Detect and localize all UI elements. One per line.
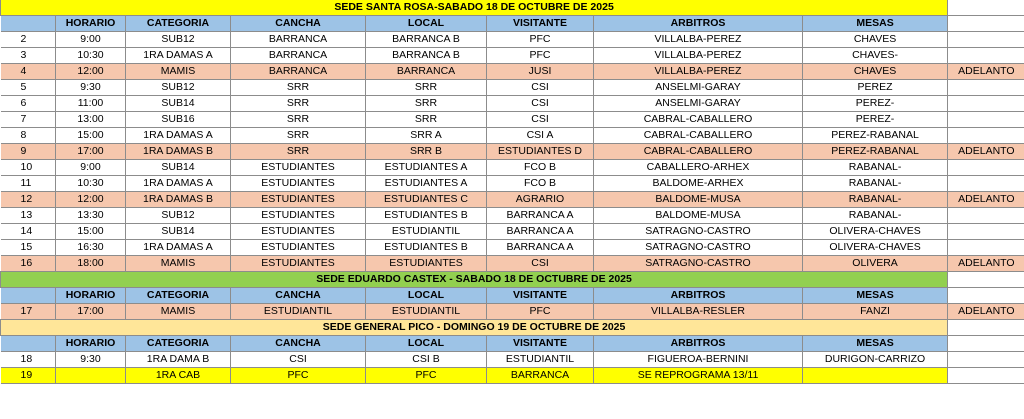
cell-horario[interactable]: 9:30 <box>56 80 126 96</box>
cell-arbitros[interactable]: CABRAL-CABALLERO <box>594 112 803 128</box>
row-number[interactable]: 13 <box>1 208 56 224</box>
header-visitante[interactable]: VISITANTE <box>487 336 594 352</box>
section-banner <box>1 320 1024 336</box>
header-mesas[interactable]: MESAS <box>803 16 948 32</box>
cell-categoria[interactable]: SUB14 <box>126 160 231 176</box>
cell-visitante[interactable]: CSI <box>487 80 594 96</box>
cell-mesas[interactable]: CHAVES <box>803 64 948 80</box>
table-row <box>1 144 1024 160</box>
empty-cell[interactable] <box>948 288 1024 304</box>
header-number-cell[interactable] <box>1 16 56 32</box>
cell-cancha[interactable]: SRR <box>231 128 366 144</box>
header-horario[interactable]: HORARIO <box>56 288 126 304</box>
cell-categoria[interactable]: 1RA DAMAS A <box>126 48 231 64</box>
header-visitante[interactable]: VISITANTE <box>487 16 594 32</box>
empty-cell[interactable] <box>948 16 1024 32</box>
cell-arbitros[interactable]: CABRAL-CABALLERO <box>594 128 803 144</box>
cell-visitante[interactable]: ESTUDIANTIL <box>487 352 594 368</box>
row-number[interactable]: 10 <box>1 160 56 176</box>
cell-cancha[interactable]: ESTUDIANTES <box>231 176 366 192</box>
row-number[interactable]: 16 <box>1 256 56 272</box>
cell-mesas[interactable]: CHAVES- <box>803 48 948 64</box>
cell-visitante[interactable]: CSI A <box>487 128 594 144</box>
cell-local[interactable]: BARRANCA B <box>366 32 487 48</box>
cell-arbitros[interactable]: SE REPROGRAMA 13/11 <box>594 368 803 384</box>
cell-mesas[interactable]: RABANAL- <box>803 192 948 208</box>
cell-visitante[interactable]: CSI <box>487 112 594 128</box>
header-mesas[interactable]: MESAS <box>803 336 948 352</box>
cell-visitante[interactable]: BARRANCA A <box>487 224 594 240</box>
cell-horario[interactable]: 9:30 <box>56 352 126 368</box>
header-visitante[interactable]: VISITANTE <box>487 288 594 304</box>
cell-extra[interactable] <box>948 208 1024 224</box>
cell-mesas[interactable]: RABANAL- <box>803 208 948 224</box>
table-row <box>1 96 1024 112</box>
header-number-cell[interactable] <box>1 288 56 304</box>
cell-categoria[interactable]: 1RA DAMAS A <box>126 128 231 144</box>
cell-horario[interactable]: 11:00 <box>56 96 126 112</box>
cell-cancha[interactable]: BARRANCA <box>231 32 366 48</box>
cell-cancha[interactable]: ESTUDIANTES <box>231 224 366 240</box>
cell-extra[interactable] <box>948 112 1024 128</box>
cell-local[interactable]: SRR B <box>366 144 487 160</box>
cell-visitante[interactable]: AGRARIO <box>487 192 594 208</box>
cell-arbitros[interactable]: FIGUEROA-BERNINI <box>594 352 803 368</box>
cell-mesas[interactable] <box>803 368 948 384</box>
table-row <box>1 224 1024 240</box>
cell-arbitros[interactable]: SATRAGNO-CASTRO <box>594 224 803 240</box>
cell-cancha[interactable]: ESTUDIANTIL <box>231 304 366 320</box>
row-number[interactable]: 4 <box>1 64 56 80</box>
header-arbitros[interactable]: ARBITROS <box>594 16 803 32</box>
cell-extra[interactable]: ADELANTO <box>948 192 1024 208</box>
cell-extra[interactable] <box>948 160 1024 176</box>
cell-cancha[interactable]: SRR <box>231 96 366 112</box>
row-number[interactable]: 11 <box>1 176 56 192</box>
cell-categoria[interactable]: SUB12 <box>126 32 231 48</box>
cell-horario[interactable]: 10:30 <box>56 176 126 192</box>
row-number[interactable]: 14 <box>1 224 56 240</box>
cell-extra[interactable] <box>948 352 1024 368</box>
cell-extra[interactable]: ADELANTO <box>948 256 1024 272</box>
row-number[interactable]: 2 <box>1 32 56 48</box>
cell-cancha[interactable]: BARRANCA <box>231 64 366 80</box>
section-banner <box>1 0 1024 16</box>
cell-visitante[interactable]: PFC <box>487 32 594 48</box>
cell-categoria[interactable]: 1RA DAMAS A <box>126 176 231 192</box>
header-categoria[interactable]: CATEGORIA <box>126 336 231 352</box>
cell-arbitros[interactable]: CABALLERO-ARHEX <box>594 160 803 176</box>
column-header-row <box>1 16 1024 32</box>
section-title[interactable]: SEDE EDUARDO CASTEX - SABADO 18 DE OCTUBRE DE 2025 <box>1 272 948 288</box>
cell-visitante[interactable]: ESTUDIANTES D <box>487 144 594 160</box>
cell-arbitros[interactable]: VILLALBA-PEREZ <box>594 48 803 64</box>
cell-extra[interactable] <box>948 128 1024 144</box>
row-number[interactable]: 12 <box>1 192 56 208</box>
cell-horario[interactable]: 17:00 <box>56 304 126 320</box>
cell-cancha[interactable]: ESTUDIANTES <box>231 160 366 176</box>
cell-arbitros[interactable]: CABRAL-CABALLERO <box>594 144 803 160</box>
cell-extra[interactable] <box>948 96 1024 112</box>
row-number[interactable]: 9 <box>1 144 56 160</box>
cell-extra[interactable] <box>948 368 1024 384</box>
cell-visitante[interactable]: FCO B <box>487 176 594 192</box>
header-number-cell[interactable] <box>1 336 56 352</box>
header-local[interactable]: LOCAL <box>366 16 487 32</box>
cell-mesas[interactable]: OLIVERA-CHAVES <box>803 240 948 256</box>
table-row <box>1 128 1024 144</box>
cell-extra[interactable]: ADELANTO <box>948 64 1024 80</box>
schedule-body <box>1 0 1024 384</box>
cell-mesas[interactable]: OLIVERA-CHAVES <box>803 224 948 240</box>
cell-cancha[interactable]: ESTUDIANTES <box>231 240 366 256</box>
cell-cancha[interactable]: SRR <box>231 80 366 96</box>
table-row <box>1 192 1024 208</box>
cell-local[interactable]: BARRANCA <box>366 64 487 80</box>
cell-mesas[interactable]: PEREZ- <box>803 112 948 128</box>
table-row <box>1 160 1024 176</box>
cell-horario[interactable] <box>56 368 126 384</box>
cell-categoria[interactable]: SUB12 <box>126 80 231 96</box>
cell-mesas[interactable]: DURIGON-CARRIZO <box>803 352 948 368</box>
header-local[interactable]: LOCAL <box>366 336 487 352</box>
cell-local[interactable]: ESTUDIANTES C <box>366 192 487 208</box>
cell-local[interactable]: SRR A <box>366 128 487 144</box>
cell-arbitros[interactable]: BALDOME-MUSA <box>594 208 803 224</box>
cell-categoria[interactable]: 1RA CAB <box>126 368 231 384</box>
cell-arbitros[interactable]: ANSELMI-GARAY <box>594 96 803 112</box>
table-row <box>1 48 1024 64</box>
row-number[interactable]: 15 <box>1 240 56 256</box>
cell-horario[interactable]: 18:00 <box>56 256 126 272</box>
cell-mesas[interactable]: RABANAL- <box>803 176 948 192</box>
table-row <box>1 176 1024 192</box>
column-header-row <box>1 336 1024 352</box>
table-row <box>1 256 1024 272</box>
header-cancha[interactable]: CANCHA <box>231 336 366 352</box>
cell-horario[interactable]: 9:00 <box>56 32 126 48</box>
cell-extra[interactable] <box>948 176 1024 192</box>
cell-mesas[interactable]: PEREZ <box>803 80 948 96</box>
row-number[interactable]: 6 <box>1 96 56 112</box>
cell-arbitros[interactable]: SATRAGNO-CASTRO <box>594 256 803 272</box>
cell-horario[interactable]: 10:30 <box>56 48 126 64</box>
cell-arbitros[interactable]: VILLALBA-PEREZ <box>594 64 803 80</box>
cell-categoria[interactable]: 1RA DAMAS B <box>126 144 231 160</box>
cell-mesas[interactable]: PEREZ-RABANAL <box>803 144 948 160</box>
table-row <box>1 208 1024 224</box>
header-arbitros[interactable]: ARBITROS <box>594 288 803 304</box>
cell-cancha[interactable]: CSI <box>231 352 366 368</box>
cell-horario[interactable]: 12:00 <box>56 192 126 208</box>
cell-categoria[interactable]: SUB14 <box>126 96 231 112</box>
cell-horario[interactable]: 16:30 <box>56 240 126 256</box>
header-arbitros[interactable]: ARBITROS <box>594 336 803 352</box>
cell-mesas[interactable]: OLIVERA <box>803 256 948 272</box>
table-row <box>1 240 1024 256</box>
cell-categoria[interactable]: MAMIS <box>126 64 231 80</box>
cell-categoria[interactable]: SUB14 <box>126 224 231 240</box>
table-row <box>1 64 1024 80</box>
cell-horario[interactable]: 9:00 <box>56 160 126 176</box>
row-number[interactable]: 19 <box>1 368 56 384</box>
cell-visitante[interactable]: BARRANCA A <box>487 240 594 256</box>
table-row <box>1 304 1024 320</box>
cell-arbitros[interactable]: SATRAGNO-CASTRO <box>594 240 803 256</box>
table-row <box>1 80 1024 96</box>
cell-categoria[interactable]: 1RA DAMA B <box>126 352 231 368</box>
cell-local[interactable]: SRR <box>366 80 487 96</box>
cell-horario[interactable]: 13:00 <box>56 112 126 128</box>
cell-cancha[interactable]: PFC <box>231 368 366 384</box>
cell-cancha[interactable]: ESTUDIANTES <box>231 192 366 208</box>
cell-cancha[interactable]: SRR <box>231 112 366 128</box>
empty-cell[interactable] <box>948 336 1024 352</box>
cell-local[interactable]: ESTUDIANTIL <box>366 224 487 240</box>
cell-visitante[interactable]: JUSI <box>487 64 594 80</box>
cell-arbitros[interactable]: BALDOME-ARHEX <box>594 176 803 192</box>
cell-local[interactable]: BARRANCA B <box>366 48 487 64</box>
header-local[interactable]: LOCAL <box>366 288 487 304</box>
row-number[interactable]: 3 <box>1 48 56 64</box>
cell-extra[interactable] <box>948 80 1024 96</box>
cell-visitante[interactable]: CSI <box>487 256 594 272</box>
header-horario[interactable]: HORARIO <box>56 16 126 32</box>
cell-local[interactable]: ESTUDIANTES <box>366 256 487 272</box>
cell-horario[interactable]: 15:00 <box>56 224 126 240</box>
cell-categoria[interactable]: SUB12 <box>126 208 231 224</box>
cell-extra[interactable] <box>948 240 1024 256</box>
cell-mesas[interactable]: RABANAL- <box>803 160 948 176</box>
cell-cancha[interactable]: ESTUDIANTES <box>231 208 366 224</box>
header-categoria[interactable]: CATEGORIA <box>126 16 231 32</box>
cell-extra[interactable]: ADELANTO <box>948 304 1024 320</box>
section-title[interactable]: SEDE GENERAL PICO - DOMINGO 19 DE OCTUBRE DE 2025 <box>1 320 948 336</box>
cell-local[interactable]: ESTUDIANTIL <box>366 304 487 320</box>
cell-categoria[interactable]: 1RA DAMAS B <box>126 192 231 208</box>
cell-local[interactable]: ESTUDIANTES B <box>366 208 487 224</box>
cell-horario[interactable]: 17:00 <box>56 144 126 160</box>
cell-local[interactable]: SRR <box>366 112 487 128</box>
cell-cancha[interactable]: ESTUDIANTES <box>231 256 366 272</box>
cell-visitante[interactable]: PFC <box>487 48 594 64</box>
cell-cancha[interactable]: SRR <box>231 144 366 160</box>
cell-categoria[interactable]: MAMIS <box>126 256 231 272</box>
column-header-row <box>1 288 1024 304</box>
empty-cell[interactable] <box>948 0 1024 16</box>
section-banner <box>1 272 1024 288</box>
cell-arbitros[interactable]: ANSELMI-GARAY <box>594 80 803 96</box>
cell-extra[interactable] <box>948 224 1024 240</box>
empty-cell[interactable] <box>948 272 1024 288</box>
row-number[interactable]: 17 <box>1 304 56 320</box>
cell-cancha[interactable]: BARRANCA <box>231 48 366 64</box>
header-cancha[interactable]: CANCHA <box>231 16 366 32</box>
table-row <box>1 368 1024 384</box>
cell-arbitros[interactable]: VILLALBA-PEREZ <box>594 32 803 48</box>
cell-arbitros[interactable]: BALDOME-MUSA <box>594 192 803 208</box>
table-row <box>1 112 1024 128</box>
row-number[interactable]: 7 <box>1 112 56 128</box>
header-cancha[interactable]: CANCHA <box>231 288 366 304</box>
cell-categoria[interactable]: MAMIS <box>126 304 231 320</box>
cell-visitante[interactable]: BARRANCA <box>487 368 594 384</box>
row-number[interactable]: 18 <box>1 352 56 368</box>
cell-local[interactable]: ESTUDIANTES A <box>366 176 487 192</box>
header-categoria[interactable]: CATEGORIA <box>126 288 231 304</box>
row-number[interactable]: 8 <box>1 128 56 144</box>
cell-local[interactable]: PFC <box>366 368 487 384</box>
cell-local[interactable]: SRR <box>366 96 487 112</box>
cell-mesas[interactable]: PEREZ-RABANAL <box>803 128 948 144</box>
cell-horario[interactable]: 13:30 <box>56 208 126 224</box>
cell-mesas[interactable]: PEREZ- <box>803 96 948 112</box>
cell-extra[interactable] <box>948 32 1024 48</box>
cell-local[interactable]: ESTUDIANTES A <box>366 160 487 176</box>
empty-cell[interactable] <box>948 320 1024 336</box>
cell-extra[interactable] <box>948 48 1024 64</box>
cell-arbitros[interactable]: VILLALBA-RESLER <box>594 304 803 320</box>
cell-horario[interactable]: 15:00 <box>56 128 126 144</box>
cell-visitante[interactable]: PFC <box>487 304 594 320</box>
cell-categoria[interactable]: SUB16 <box>126 112 231 128</box>
table-row <box>1 352 1024 368</box>
header-horario[interactable]: HORARIO <box>56 336 126 352</box>
cell-mesas[interactable]: FANZI <box>803 304 948 320</box>
section-title[interactable]: SEDE SANTA ROSA-SABADO 18 DE OCTUBRE DE 2025 <box>1 0 948 16</box>
cell-visitante[interactable]: CSI <box>487 96 594 112</box>
cell-extra[interactable]: ADELANTO <box>948 144 1024 160</box>
cell-mesas[interactable]: CHAVES <box>803 32 948 48</box>
header-mesas[interactable]: MESAS <box>803 288 948 304</box>
cell-local[interactable]: CSI B <box>366 352 487 368</box>
cell-visitante[interactable]: BARRANCA A <box>487 208 594 224</box>
cell-horario[interactable]: 12:00 <box>56 64 126 80</box>
cell-categoria[interactable]: 1RA DAMAS A <box>126 240 231 256</box>
table-row <box>1 32 1024 48</box>
cell-local[interactable]: ESTUDIANTES B <box>366 240 487 256</box>
cell-visitante[interactable]: FCO B <box>487 160 594 176</box>
row-number[interactable]: 5 <box>1 80 56 96</box>
